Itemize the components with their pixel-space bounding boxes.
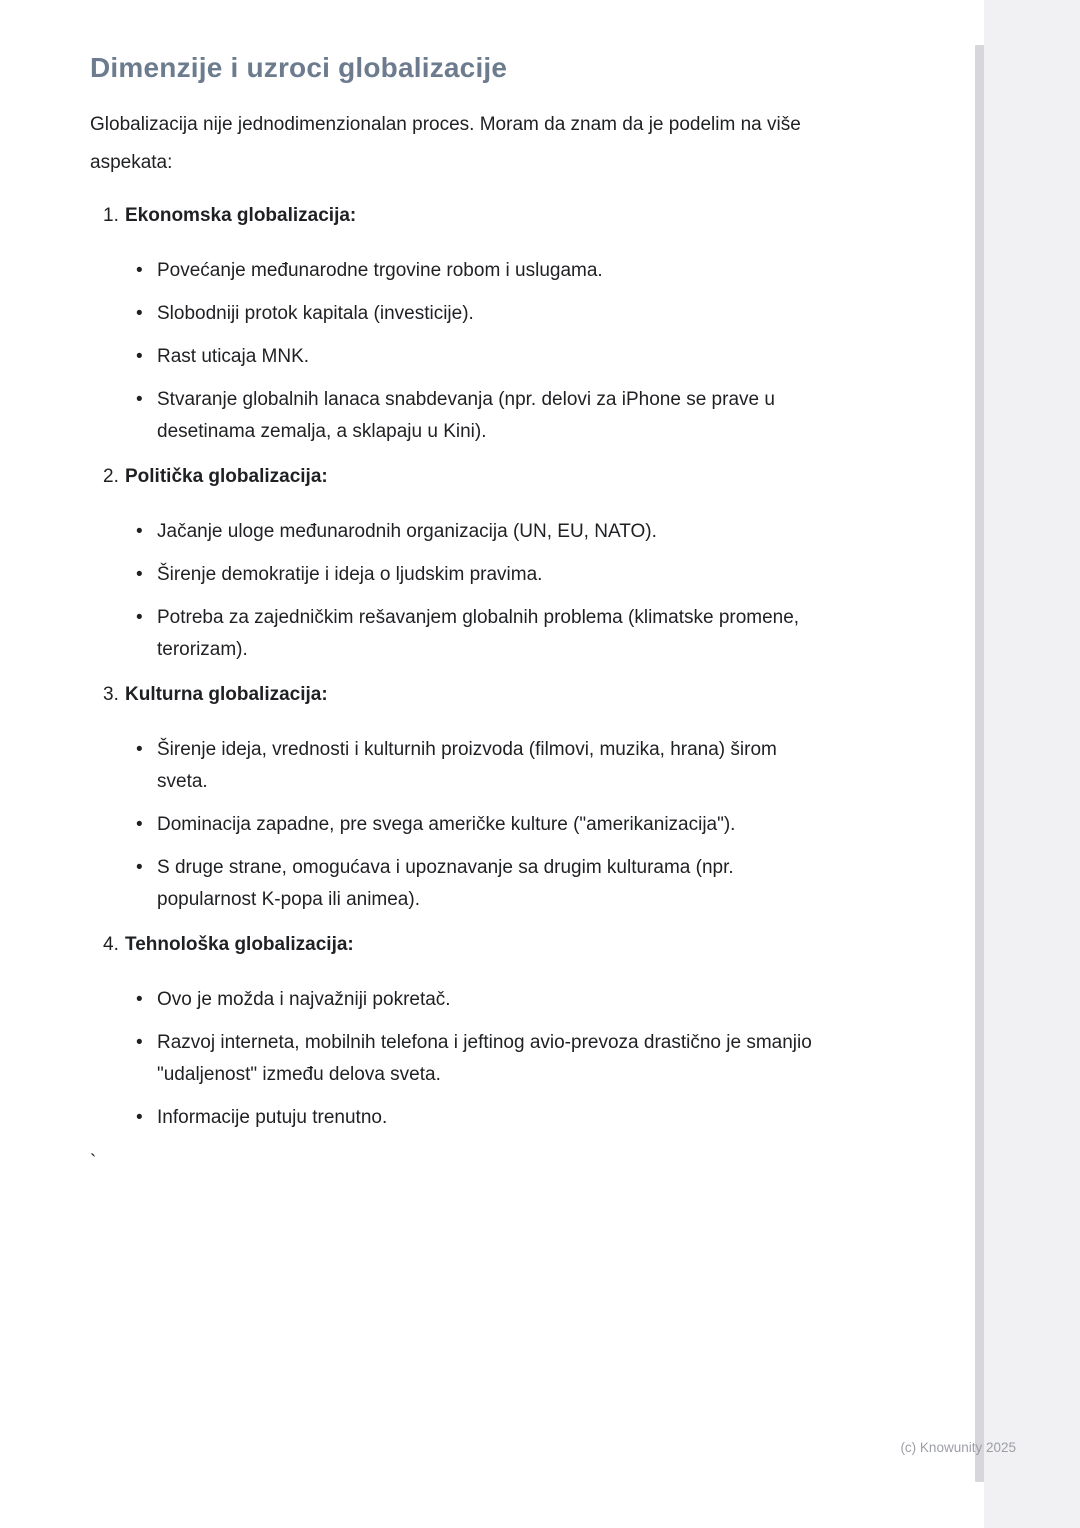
- list-item: [90, 298, 865, 330]
- list-item: [90, 516, 865, 548]
- list-item: [90, 734, 865, 798]
- bullet-icon: •: [136, 521, 143, 542]
- list-item-text: Rast uticaja MNK.: [157, 346, 310, 367]
- list-item-text: Informacije putuju trenutno.: [157, 1107, 388, 1128]
- bullet-icon: •: [136, 989, 143, 1010]
- section-kulturna-globalizacija: [90, 679, 865, 916]
- bullet-icon: •: [136, 389, 143, 410]
- bullet-list: [90, 516, 865, 666]
- section-heading: [90, 200, 865, 232]
- list-item: [90, 809, 865, 841]
- bullet-icon: •: [136, 303, 143, 324]
- bullet-icon: •: [136, 814, 143, 835]
- list-item: [90, 559, 865, 591]
- bullet-list: [90, 984, 865, 1134]
- section-tehnoloska-globalizacija: [90, 929, 865, 1134]
- list-item-text: Jačanje uloge međunarodnih organizacija (UN, EU, NATO).: [157, 521, 657, 542]
- list-item-text: Širenje demokratije i ideja o ljudskim pravima.: [157, 564, 543, 585]
- list-item-text: S druge strane, omogućava i upoznavanje sa drugim kulturama (npr. popularnost K-popa ili animea).: [157, 857, 734, 910]
- bullet-icon: •: [136, 1032, 143, 1053]
- section-heading-text: Kulturna globalizacija:: [125, 684, 328, 705]
- section-heading-text: Politička globalizacija:: [125, 466, 328, 487]
- right-gutter: [984, 0, 1080, 1528]
- copyright-watermark: (c) Knowunity 2025: [900, 1440, 1016, 1455]
- list-item-text: Razvoj interneta, mobilnih telefona i jeftinog avio-prevoza drastično je smanjio "udaljenost" između delova sveta.: [157, 1032, 812, 1085]
- list-item: [90, 384, 865, 448]
- list-number: 2.: [103, 466, 119, 487]
- section-heading: [90, 461, 865, 493]
- list-item-text: Širenje ideja, vrednosti i kulturnih proizvoda (filmovi, muzika, hrana) širom sveta.: [157, 739, 777, 792]
- list-item: [90, 1102, 865, 1134]
- list-item: [90, 255, 865, 287]
- bullet-icon: •: [136, 1107, 143, 1128]
- bullet-list: [90, 255, 865, 448]
- bullet-icon: •: [136, 857, 143, 878]
- section-politicka-globalizacija: [90, 461, 865, 666]
- section-heading-text: Tehnološka globalizacija:: [125, 934, 354, 955]
- document-content: [90, 52, 865, 1179]
- list-item: [90, 1027, 865, 1091]
- list-item: [90, 984, 865, 1016]
- bullet-icon: •: [136, 564, 143, 585]
- bullet-icon: •: [136, 346, 143, 367]
- list-item: [90, 341, 865, 373]
- bullet-icon: •: [136, 739, 143, 760]
- intro-paragraph: Globalizacija nije jednodimenzionalan proces. Moram da znam da je podelim na više aspekata:: [90, 114, 801, 173]
- list-item-text: Potreba za zajedničkim rešavanjem globalnih problema (klimatske promene, terorizam).: [157, 607, 800, 660]
- section-heading: [90, 679, 865, 711]
- section-ekonomska-globalizacija: [90, 200, 865, 448]
- list-item-text: Slobodniji protok kapitala (investicije).: [157, 303, 474, 324]
- list-number: 4.: [103, 934, 119, 955]
- section-heading: [90, 929, 865, 961]
- section-heading-text: Ekonomska globalizacija:: [125, 205, 357, 226]
- bullet-icon: •: [136, 260, 143, 281]
- scrollbar-thumb[interactable]: [975, 45, 984, 1482]
- stray-backtick: `: [90, 1152, 97, 1173]
- list-item: [90, 602, 865, 666]
- list-item-text: Ovo je možda i najvažniji pokretač.: [157, 989, 451, 1010]
- list-item-text: Stvaranje globalnih lanaca snabdevanja (npr. delovi za iPhone se prave u desetinama zemalja, a sklapaju u Kini).: [157, 389, 775, 442]
- list-item-text: Dominacija zapadne, pre svega američke kulture ("amerikanizacija").: [157, 814, 736, 835]
- list-item-text: Povećanje međunarodne trgovine robom i uslugama.: [157, 260, 603, 281]
- list-number: 1.: [103, 205, 119, 226]
- list-number: 3.: [103, 684, 119, 705]
- bullet-icon: •: [136, 607, 143, 628]
- list-item: [90, 852, 865, 916]
- page-title: Dimenzije i uzroci globalizacije: [90, 52, 508, 83]
- bullet-list: [90, 734, 865, 916]
